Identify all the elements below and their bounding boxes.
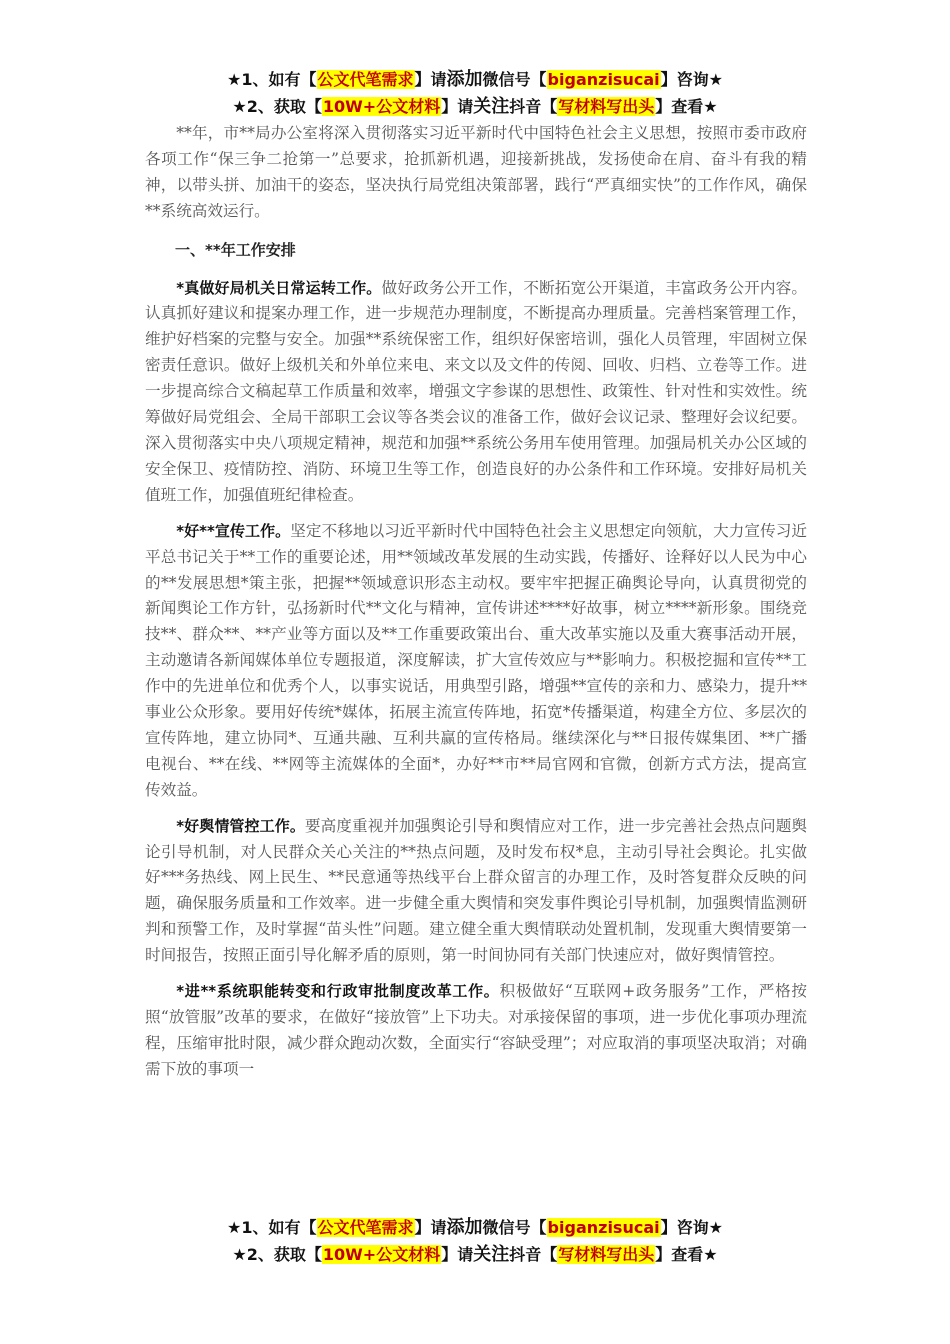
bottom-promo-banner [0, 1214, 950, 1268]
paragraph-daily-operations [145, 276, 807, 509]
paragraph-text: 坚定不移地以习近平新时代中国特色社会主义思想定向领航，大力宣传习近平总书记关于**工作的重要论述，用**领域改革发展的生动实践，传播好、诠释好以人民为中心的**发展思想*策主张，把握**领域意识形态主动权。要牢牢把握正确舆论导向，认真贯彻党的新闻舆论工作方针，弘扬新时代**文化与精神，宣传讲述****好故事，树立****新形象。围绕竞技**、群众**、**产业等方面以及**工作重要政策出台、重大改革实施以及重大赛事活动开展，主动邀请各新闻媒体单位专题报道，深度解读，扩大宣传效应与**影响力。积极挖掘和宣传**工作中的先进单位和优秀个人，以事实说话，用典型引路，增强**宣传的亲和力、感染力，提升**事业公众形象。要用好传统*媒体，拓展主流宣传阵地，拓宽*传播渠道，构建全方位、多层次的宣传阵地，建立协同*、互通共融、互利共赢的宣传格局。继续深化与**日报传媒集团、**广播电视台、**在线、**网等主流媒体的全面*，办好**市**局官网和官微，创新方式方法，提高宣传效益。 [145, 521, 807, 799]
highlight-douyin: 写材料写出头 [558, 1245, 655, 1264]
highlight-wechat-id: biganzisucai [547, 1218, 660, 1237]
promo-text: 】请 [414, 70, 447, 89]
star-icon: ★ [227, 1218, 242, 1237]
promo-line-1 [0, 66, 950, 93]
promo-text: 】咨询★ [660, 70, 723, 89]
paragraph-reform [145, 979, 807, 1083]
promo-text: 】查看★ [655, 97, 718, 116]
highlight-service: 公文代笔需求 [317, 1218, 414, 1237]
promo-line-2 [0, 1241, 950, 1268]
paragraph-lead: *好舆情管控工作。 [176, 816, 305, 835]
promo-text: 】查看★ [655, 1245, 718, 1264]
promo-text: 微信号【 [482, 70, 547, 89]
promo-text: 】咨询★ [660, 1218, 723, 1237]
paragraph-text: 积极做好“互联网+政务服务”工作，严格按照“放管服”改革的要求，在做好“接放管”上下功夫。对承接保留的事项，进一步优化事项办理流程，压缩审批时限，减少群众跑动次数，全面实行“容缺受理”；对应取消的事项坚决取消；对确需下放的事项一 [145, 982, 807, 1078]
highlight-materials: 10W+公文材料 [322, 97, 441, 116]
highlight-materials: 10W+公文材料 [322, 1245, 441, 1264]
promo-text: 抖音【 [509, 1245, 558, 1264]
top-promo-banner [0, 66, 950, 120]
promo-emphasis: 添加 [446, 1217, 483, 1238]
section-heading: 一、**年工作安排 [175, 240, 296, 259]
paragraph-text: 要高度重视并加强舆论引导和舆情应对工作，进一步完善社会热点问题舆论引导机制，对人民群众关心关注的**热点问题，及时发布权*息，主动引导社会舆论。扎实做好***务热线、网上民生、**民意通等热线平台上群众留言的办理工作，及时答复群众反映的问题，确保服务质量和工作效率。进一步健全重大舆情和突发事件舆论引导机制，加强舆情监测研判和预警工作，及时掌握“苗头性”问题。建立健全重大舆情联动处置机制，发现重大舆情要第一时间报告，按照正面引导化解矛盾的原则，第一时间协同有关部门快速应对，做好舆情管控。 [145, 816, 807, 965]
intro-paragraph: **年，市**局办公室将深入贯彻落实习近平新时代中国特色社会主义思想，按照市委市政府各项工作“保三争二抢第一”总要求，抢抓新机遇，迎接新挑战，发扬使命在肩、奋斗有我的精神，以带头拼、加油干的姿态，坚决执行局党组决策部署，践行“严真细实快”的工作作风，确保**系统高效运行。 [145, 124, 807, 220]
promo-emphasis: 关注 [473, 1244, 510, 1265]
document-body [145, 121, 807, 1083]
promo-emphasis: 关注 [473, 96, 510, 117]
promo-line-2 [0, 93, 950, 120]
promo-text: 2、获取【 [246, 1245, 322, 1264]
paragraph-text: 做好政务公开工作，不断拓宽公开渠道，丰富政务公开内容。认真抓好建议和提案办理工作，进一步规范办理制度，不断提高办理质量。完善档案管理工作，维护好档案的完整与安全。加强**系统保密工作，组织好保密培训，强化人员管理，牢固树立保密责任意识。做好上级机关和外单位来电、来文以及文件的传阅、回收、归档、立卷等工作。进一步提高综合文稿起草工作质量和效率，增强文字参谋的思想性、政策性、针对性和实效性。统筹做好局党组会、全局干部职工会议等各类会议的准备工作，做好会议记录、整理好会议纪要。深入贯彻落实中央八项规定精神，规范和加强**系统公务用车使用管理。加强局机关办公区域的安全保卫、疫情防控、消防、环境卫生等工作，创造良好的办公条件和工作环境。安排好局机关值班工作，加强值班纪律检查。 [145, 278, 807, 504]
promo-text: 抖音【 [509, 97, 558, 116]
promo-emphasis: 添加 [446, 69, 483, 90]
star-icon: ★ [227, 70, 242, 89]
paragraph-lead: *真做好局机关日常运转工作。 [176, 278, 382, 297]
promo-text: 】请 [441, 97, 474, 116]
promo-text: 1、如有【 [241, 70, 317, 89]
promo-line-1 [0, 1214, 950, 1241]
promo-text: 】请 [414, 1218, 447, 1237]
highlight-wechat-id: biganzisucai [547, 70, 660, 89]
highlight-service: 公文代笔需求 [317, 70, 414, 89]
paragraph-lead: *好**宣传工作。 [176, 521, 291, 540]
star-icon: ★ [232, 97, 247, 116]
paragraph-publicity [145, 519, 807, 804]
promo-text: 】请 [441, 1245, 474, 1264]
paragraph-lead: *进**系统职能转变和行政审批制度改革工作。 [176, 982, 500, 1001]
paragraph-public-opinion [145, 814, 807, 969]
promo-text: 2、获取【 [246, 97, 322, 116]
promo-text: 1、如有【 [241, 1218, 317, 1237]
promo-text: 微信号【 [482, 1218, 547, 1237]
star-icon: ★ [232, 1245, 247, 1264]
highlight-douyin: 写材料写出头 [558, 97, 655, 116]
